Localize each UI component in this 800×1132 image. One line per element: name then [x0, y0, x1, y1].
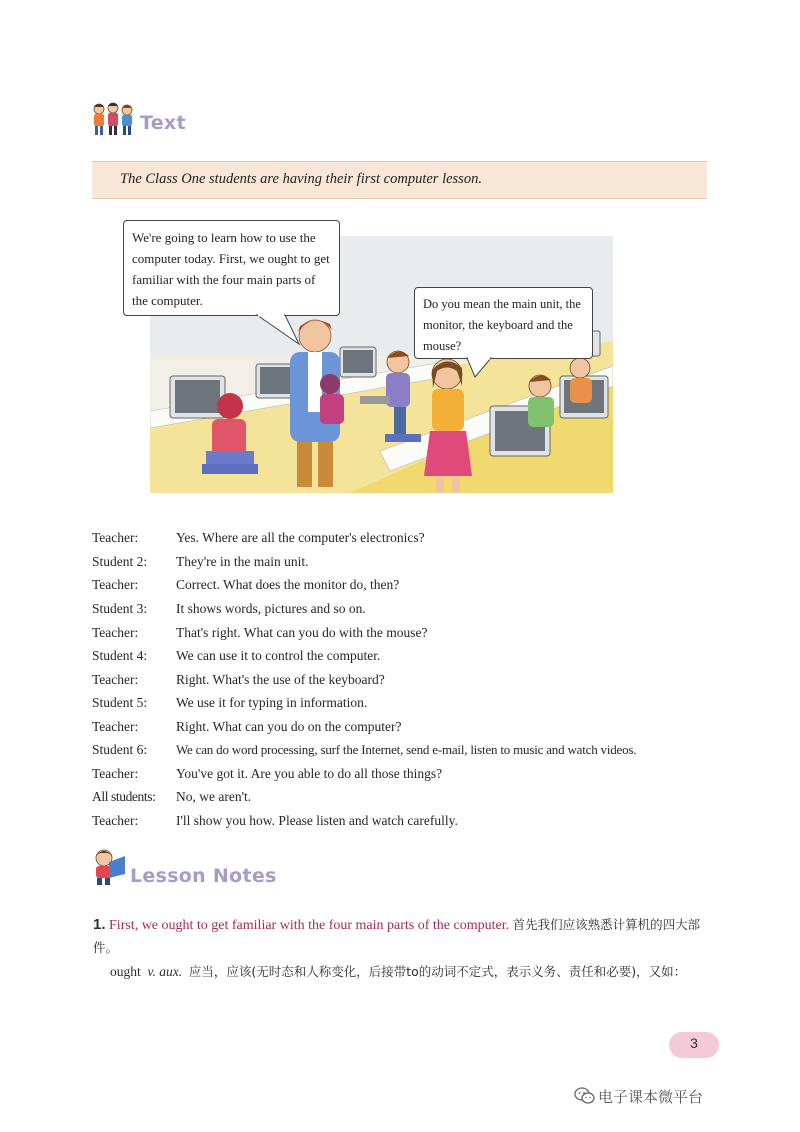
dialogue-line: I'll show you how. Please listen and watch carefully. — [176, 813, 458, 828]
dialogue-line: They're in the main unit. — [176, 554, 309, 569]
dialogue-line: We use it for typing in information. — [176, 695, 368, 710]
dialogue-line: No, we aren't. — [176, 789, 252, 804]
dialogue-line: Right. What's the use of the keyboard? — [176, 672, 385, 687]
boy-reading-icon — [91, 848, 127, 886]
dialogue-speaker: Student 5: — [92, 695, 148, 710]
dialogue-line: Correct. What does the monitor do, then? — [176, 577, 400, 592]
dialogue-line: Right. What can you do on the computer? — [176, 719, 402, 734]
student-speech-tail — [465, 357, 495, 379]
dialogue-speaker: Student 3: — [92, 601, 148, 616]
dialogue-line: We can do word processing, surf the Internet, send e-mail, listen to music and watch videos. — [176, 742, 637, 757]
lesson-note-1 — [93, 914, 713, 960]
dialogue-speaker: Teacher: — [92, 813, 139, 828]
vocab-pos: v. aux. — [147, 964, 183, 979]
dialogue-speaker: Teacher: — [92, 672, 139, 687]
dialogue-speaker: Teacher: — [92, 625, 139, 640]
teacher-speech-tail — [255, 314, 305, 346]
vocab-definition: 应当，应该(无时态和人称变化，后接带to的动词不定式，表示义务、责任和必要)，又如： — [188, 964, 687, 979]
dialogue-speaker: Teacher: — [92, 530, 139, 545]
intro-banner — [92, 161, 707, 199]
dialogue-line: It shows words, pictures and so on. — [176, 601, 366, 616]
watermark-text: 电子课本微平台 — [598, 1088, 704, 1106]
dialogue-speaker: Teacher: — [92, 719, 139, 734]
wechat-icon — [574, 1086, 596, 1106]
note-number: 1. — [93, 916, 106, 933]
vocab-word: ought — [110, 964, 141, 979]
dialogue-speaker: Student 4: — [92, 648, 148, 663]
dialogue-line: That's right. What can you do with the mouse? — [176, 625, 428, 640]
teacher-speech-bubble — [123, 220, 340, 316]
section-title-lesson-notes: Lesson Notes — [130, 865, 277, 887]
dialogue-speaker: Student 2: — [92, 554, 148, 569]
student-speech-text: Do you mean the main unit, the monitor, the keyboard and the mouse? — [423, 297, 581, 353]
dialogue-speaker: Student 6: — [92, 742, 148, 757]
vocab-ought — [110, 960, 710, 983]
dialogue-line: We can use it to control the computer. — [176, 648, 381, 663]
dialogue-line: You've got it. Are you able to do all those things? — [176, 766, 443, 781]
dialogue-speaker: All students: — [92, 789, 156, 804]
dialogue-speaker: Teacher: — [92, 766, 139, 781]
page-number: 3 — [690, 1035, 698, 1051]
students-group-icon — [90, 101, 136, 137]
teacher-speech-text: We're going to learn how to use the computer today. First, we ought to get familiar with the four main parts of the computer. — [132, 230, 330, 308]
intro-banner-text: The Class One students are having their first computer lesson. — [120, 171, 482, 187]
note-chinese-translation: 首先我们应该熟悉计算机的四大部件。 — [93, 917, 701, 955]
dialogue-line: Yes. Where are all the computer's electronics? — [176, 530, 425, 545]
note-english-sentence: First, we ought to get familiar with the four main parts of the computer. — [109, 918, 510, 933]
dialogue-speaker: Teacher: — [92, 577, 139, 592]
student-speech-bubble — [414, 287, 593, 359]
section-title-text: Text — [140, 112, 186, 134]
